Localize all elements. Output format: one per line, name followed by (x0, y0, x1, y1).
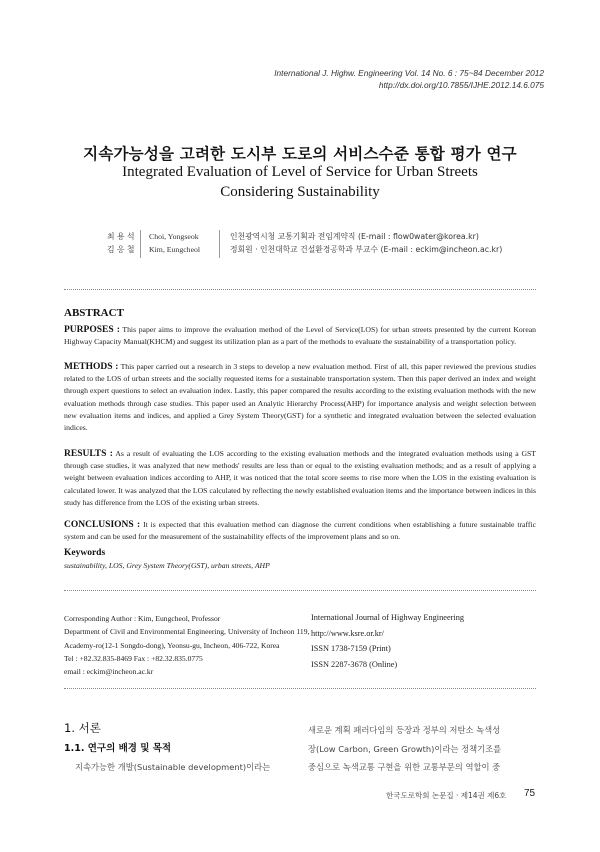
corresponding-line2: Department of Civil and Environmental Engineering, University of Incheon 119, (64, 627, 310, 637)
issn-online: ISSN 2287-3678 (Online) (311, 659, 398, 669)
body-right-line3: 중심으로 녹색교통 구현을 위한 교통부문의 역할이 중 (308, 762, 501, 772)
keywords-heading: Keywords (64, 548, 106, 558)
conclusions-text: It is expected that this evaluation method can diagnose the current conditions when establishing a future sustainable traffic system and can be used for the measurement of the sustainability effects of the improvement plans and so on. (64, 520, 536, 542)
methods-text: This paper carried out a research in 3 steps to develop a new evaluation method. First of all, this paper reviewed the previous studies related to the LOS of urban streets and the socially requested items for a sustainable transportation system. Then this paper derived an index and weight through expert questions to select an evaluation index. Lastly, this paper compared the results according to the existing evaluation methods with the new evaluation methods through case studies. This paper used an Analytic Hierarchy Process(AHP) for importance analysis and weight selection between new evaluation items and indices, and applied a Grey System Theory(GST) for a synthetic and integrated evaluation between the selected evaluation indices. (64, 362, 536, 433)
divider-bottom (64, 688, 536, 689)
doi-link[interactable]: http://dx.doi.org/10.7855/IJHE.2012.14.6.075 (378, 80, 544, 90)
journal-info (311, 610, 464, 672)
section-1-heading: 1. 서론 (64, 721, 101, 735)
divider-middle (64, 590, 536, 591)
author1-name-en: Choi, Yongseok (149, 232, 199, 241)
author1-affiliation: 인천광역시청 교통기획과 전임계약직 (E-mail : flow0water@korea.kr) (230, 232, 479, 241)
results-text: As a result of evaluating the LOS according to the existing evaluation methods and the integrated evaluation methods using a GST through case studies, it was analyzed that new methods' results are less than or equal to the existing evaluation methods; and as a result of applying a weight between evaluation indices according to AHP, it was noticed that the total score seems to rise more when the LOS in the existing evaluation is calculated lower. It was analyzed that the LOS calculated by reflecting the newly established evaluation items and the importance between indices in this study has difference from the LOS of the existing urban streets. (64, 449, 536, 507)
corresponding-author (64, 612, 309, 678)
body-right-line2: 장(Low Carbon, Green Growth)이라는 정책기조를 (308, 744, 502, 754)
purposes-text: This paper aims to improve the evaluation method of the Level of Service(LOS) for urban streets presented by the current Korean Highway Capacity Manual(KHCM) and suggest its utilization plan as a part of the methods to evaluate the sustainability of a transportation policy. (64, 325, 536, 347)
affiliation-divider (219, 230, 220, 258)
section-1-1-heading: 1.1. 연구의 배경 및 목적 (64, 743, 172, 754)
issn-print: ISSN 1738-7159 (Print) (311, 644, 391, 654)
body-left-line1: 지속가능한 개발(Sustainable development)이라는 (75, 762, 271, 772)
abstract-purposes (64, 324, 536, 348)
author2-name-ko: 김 응 철 (107, 245, 135, 254)
corresponding-line4: Tel : +82.32.835-8469 Fax : +82.32.835.0775 (64, 653, 203, 663)
journal-name: International Journal of Highway Engineering (311, 613, 464, 622)
footer-journal: 한국도로학회 논문집 · 제14권 제6호 (386, 791, 507, 800)
purposes-label: PURPOSES : (64, 325, 120, 335)
corresponding-email[interactable]: email : eckim@incheon.ac.kr (64, 667, 154, 677)
abstract-methods (64, 361, 536, 434)
abstract-results (64, 448, 536, 509)
divider-top (64, 289, 536, 290)
corresponding-line1: Corresponding Author : Kim, Eungcheol, Professor (64, 614, 221, 623)
page-number: 75 (524, 788, 536, 799)
author1-name-ko: 최 용 석 (107, 232, 135, 241)
results-label: RESULTS : (64, 449, 113, 459)
journal-header: International J. Highw. Engineering Vol. 14 No. 6 : 75~84 December 2012 (274, 68, 544, 78)
author2-affiliation: 정회원 · 인천대학교 건설환경공학과 부교수 (E-mail : eckim@incheon.ac.kr) (230, 245, 503, 254)
author-divider (140, 230, 141, 258)
journal-url[interactable]: http://www.ksre.or.kr/ (311, 628, 384, 638)
abstract-conclusions (64, 519, 536, 543)
corresponding-line3: Academy-ro(12-1 Songdo-dong), Yeonsu-gu, Incheon, 406-722, Korea (64, 640, 280, 650)
abstract-heading: ABSTRACT (64, 307, 124, 319)
title-english-line1: Integrated Evaluation of Level of Service for Urban Streets (122, 164, 478, 180)
author2-name-en: Kim, Eungcheol (149, 245, 201, 254)
conclusions-label: CONCLUSIONS : (64, 520, 141, 530)
title-korean: 지속가능성을 고려한 도시부 도로의 서비스수준 통합 평가 연구 (83, 145, 517, 163)
methods-label: METHODS : (64, 362, 119, 372)
body-right-line1: 새로운 계획 패러다임의 등장과 정부의 저탄소 녹색성 (308, 725, 501, 735)
title-english-line2: Considering Sustainability (220, 184, 380, 200)
keywords-text: sustainability, LOS, Grey System Theory(GST), urban streets, AHP (64, 561, 270, 570)
